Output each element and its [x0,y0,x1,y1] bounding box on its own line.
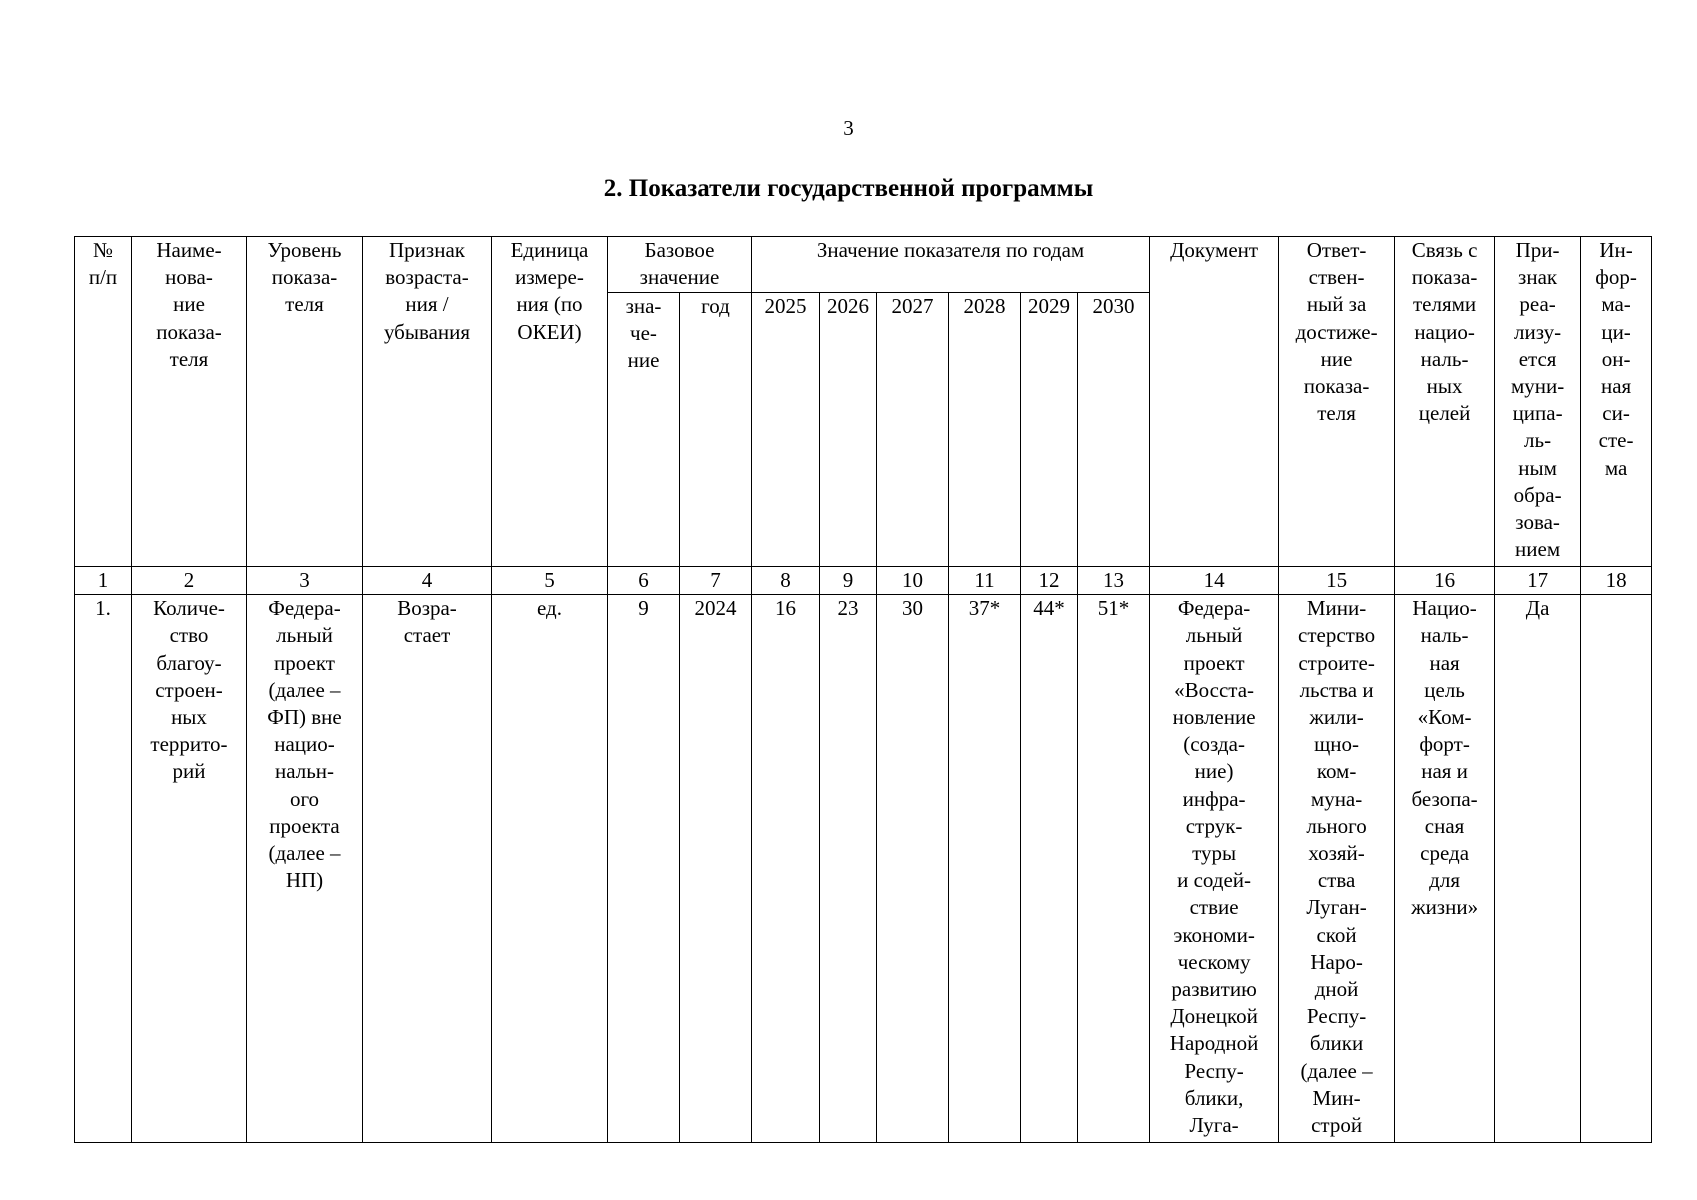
cell-text-line: ципа- [1512,401,1563,426]
cell-text-line: муни- [1510,374,1565,399]
header-municipal [1495,237,1581,567]
cell-text-line: 1. [95,596,111,621]
cell-year-value: 37* [949,595,1021,1143]
cell-text-line: ого [289,786,320,811]
cell-document [1150,595,1279,1143]
cell-text-line: телями [1412,292,1477,317]
cell-text-line: знак [1518,265,1558,290]
cell-text-line: показа- [1411,265,1478,290]
header-year: 2026 [820,293,877,567]
header-unit [492,237,608,567]
column-number: 13 [1078,567,1150,595]
cell-text-line: «Восста- [1174,677,1255,702]
cell-text-line: ния (по [516,292,583,317]
cell-text-line: строй [1311,1113,1363,1138]
header-year: 2028 [949,293,1021,567]
header-base-year [680,293,752,567]
cell-text-line: Ответ- [1306,238,1367,262]
cell-text-line: ствен- [1308,265,1365,290]
cell-text-line: развитию [1171,977,1257,1002]
indicators-table [74,236,1652,1143]
cell-text-line: Количе- [153,596,225,621]
cell-text-line: нием [1515,537,1561,562]
cell-text-line: проекта [269,813,340,838]
cell-text-line: безопа- [1411,786,1478,811]
cell-text-line: ная [1600,374,1632,399]
cell-text-line: проект [274,650,335,675]
cell-text-line: ма [1604,455,1628,480]
cell-text-line: нова- [165,265,213,290]
header-indicator-level [247,237,363,567]
cell-text-line: возраста- [385,265,469,290]
cell-text-line: блики [1309,1031,1364,1056]
cell-text-line: ных [1426,374,1463,399]
column-number-row [75,567,1652,595]
cell-text-line: ФП) вне [267,705,342,730]
cell-text-line: проект [1183,650,1245,675]
cell-text-line: Луга- [1189,1113,1239,1138]
cell-text-line: значение [639,265,720,290]
cell-text-line: нацио- [1414,319,1475,344]
column-number: 1 [75,567,132,595]
cell-text-line: цель [1424,677,1465,702]
cell-text-line: дной [1314,977,1359,1002]
cell-text-line: жили- [1309,705,1364,730]
cell-info-system [1581,595,1652,1143]
cell-text-line: ных [171,705,207,730]
cell-text-line: (далее – [268,677,341,702]
cell-text-line: лизу- [1514,319,1562,344]
column-number: 17 [1495,567,1581,595]
table-row [75,595,1652,1143]
column-number: 16 [1395,567,1495,595]
header-base-value [608,293,680,567]
cell-text-line: туры [1192,841,1237,866]
cell-responsible [1279,595,1395,1143]
cell-text-line: теля [1317,401,1356,426]
cell-text-line: стает [403,623,451,648]
cell-base-year [680,595,752,1143]
cell-text-line: ческому [1177,949,1251,974]
cell-text-line: Базовое [644,238,715,262]
cell-text-line: показа- [271,265,338,290]
cell-text-line: нальн- [274,759,335,784]
cell-year-value: 30 [877,595,949,1143]
cell-text-line: че- [630,321,657,346]
cell-text-line: НП) [285,868,324,893]
cell-text-line: ство [169,623,209,648]
cell-text-line: ная [1429,650,1460,675]
header-info-system [1581,237,1652,567]
cell-municipal [1495,595,1581,1143]
column-number: 4 [363,567,492,595]
cell-text-line: ние [1320,346,1353,371]
cell-text-line: Донецкой [1170,1004,1258,1029]
cell-text-line: ства [1317,868,1356,893]
cell-text-line: 9 [638,596,649,621]
cell-text-line: ма- [1601,292,1631,317]
cell-text-line: «Ком- [1417,705,1472,730]
cell-text-line: экономи- [1173,922,1255,947]
cell-text-line: Связь с [1411,238,1478,262]
cell-text-line: фор- [1595,265,1637,290]
cell-text-line: Федера- [1177,596,1251,621]
cell-year-value: 16 [752,595,820,1143]
cell-text-line: наль- [1420,623,1469,648]
header-document [1150,237,1279,567]
column-number: 11 [949,567,1021,595]
cell-national-link [1395,595,1495,1143]
cell-text-line: новление [1172,705,1256,730]
cell-text-line: зна- [625,294,662,318]
cell-text-line: ци- [1601,319,1631,344]
cell-text-line: ния / [405,292,449,317]
cell-text-line: ствие [1189,895,1239,920]
cell-text-line: ОКЕИ) [517,319,582,344]
cell-num [75,595,132,1143]
cell-text-line: льный [1185,623,1243,648]
cell-text-line: показа- [1303,374,1370,399]
cell-text-line: льный [276,623,333,648]
cell-text-line: ль- [1524,428,1552,453]
cell-text-line: стерство [1298,623,1376,648]
cell-text-line: ный за [1306,292,1367,317]
cell-text-line: убывания [383,319,471,344]
cell-year-value: 44* [1021,595,1078,1143]
header-responsible [1279,237,1395,567]
cell-text-line: льства и [1299,677,1374,702]
cell-text-line: инфра- [1182,786,1246,811]
cell-text-line: реа- [1519,292,1556,317]
cell-text-line: При- [1515,238,1560,262]
cell-text-line: (далее – [1300,1058,1373,1083]
column-number: 2 [132,567,247,595]
column-number: 18 [1581,567,1652,595]
column-number: 12 [1021,567,1078,595]
cell-text-line: достиже- [1295,319,1378,344]
column-number: 8 [752,567,820,595]
column-number: 14 [1150,567,1279,595]
column-number: 7 [680,567,752,595]
cell-text-line: ние [173,292,205,317]
cell-text-line: щно- [1314,732,1360,757]
cell-year-value: 23 [820,595,877,1143]
header-trend [363,237,492,567]
cell-text-line: Наро- [1310,949,1363,974]
cell-text-line: Единица [510,238,589,262]
cell-text-line: благоу- [156,650,222,675]
header-year: 2029 [1021,293,1078,567]
header-year: 2025 [752,293,820,567]
cell-text-line: среда [1420,841,1470,866]
column-number: 9 [820,567,877,595]
column-number: 10 [877,567,949,595]
cell-text-line: форт- [1419,732,1470,757]
cell-text-line: теля [285,292,324,317]
cell-text-line: Документ [1170,238,1259,262]
cell-text-line: целей [1418,401,1471,426]
cell-text-line: Признак [389,238,465,262]
cell-text-line: муна- [1310,786,1363,811]
cell-unit [492,595,608,1143]
cell-text-line: строен- [155,677,223,702]
column-number: 15 [1279,567,1395,595]
cell-text-line: строите- [1298,650,1375,675]
cell-text-line: льного [1306,813,1367,838]
cell-text-line: Мин- [1312,1085,1361,1110]
header-num [75,237,132,567]
cell-text-line: зова- [1515,510,1560,535]
cell-text-line: ная и [1421,759,1468,784]
cell-indicator-name [132,595,247,1143]
cell-text-line: ется [1518,346,1557,371]
cell-text-line: ние [627,348,660,373]
cell-text-line: сная [1424,813,1465,838]
cell-text-line: теля [169,346,209,371]
cell-year-value: 51* [1078,595,1150,1143]
cell-text-line: Мини- [1306,596,1367,621]
cell-text-line: хозяй- [1308,841,1365,866]
cell-text-line: нацио- [274,732,335,757]
header-years-group [752,237,1150,293]
cell-text-line: ным [1518,455,1557,480]
cell-text-line: Респу- [1306,1004,1367,1029]
cell-text-line: рий [172,759,206,784]
cell-text-line: Ин- [1599,238,1633,262]
cell-text-line: Нацио- [1412,596,1477,621]
cell-text-line: ком- [1316,759,1357,784]
header-indicator-name [132,237,247,567]
cell-text-line: Наиме- [156,238,222,262]
cell-text-line: Луган- [1306,895,1367,920]
cell-text-line: наль- [1420,346,1469,371]
cell-trend [363,595,492,1143]
cell-base-value [608,595,680,1143]
header-national-link [1395,237,1495,567]
header-year: 2030 [1078,293,1150,567]
cell-text-line: Федера- [268,596,341,621]
cell-text-line: струк- [1185,813,1243,838]
cell-text-line: измере- [515,265,584,290]
cell-text-line: сте- [1598,428,1634,453]
cell-text-line: Респу- [1184,1058,1244,1083]
cell-text-line: блики, [1184,1085,1244,1110]
cell-text-line: год [701,294,730,318]
header-base-group [608,237,752,293]
cell-text-line: жизни» [1411,895,1479,920]
cell-text-line: Значение показателя по годам [816,238,1085,262]
cell-text-line: и содей- [1177,868,1252,893]
cell-text-line: Возра- [397,596,457,621]
column-number: 6 [608,567,680,595]
cell-text-line: обра- [1513,482,1562,507]
cell-text-line: (далее – [268,841,341,866]
cell-text-line: Уровень [267,238,342,262]
section-title: 2. Показатели государственной программы [603,175,1094,202]
header-year: 2027 [877,293,949,567]
cell-text-line: Да [1525,596,1550,621]
cell-text-line: Народной [1169,1031,1259,1056]
cell-text-line: п/п [88,265,118,290]
cell-text-line: ской [1316,922,1357,947]
cell-indicator-level [247,595,363,1143]
cell-text-line: для [1429,868,1460,893]
cell-text-line: 2024 [694,596,737,621]
column-number: 5 [492,567,608,595]
cell-text-line: он- [1601,346,1631,371]
cell-text-line: показа- [156,319,222,344]
page-number: 3 [843,116,854,140]
cell-text-line: № [92,238,114,262]
cell-text-line: ед. [537,596,562,621]
column-number: 3 [247,567,363,595]
cell-text-line: ние) [1194,759,1234,784]
cell-text-line: си- [1602,401,1630,426]
cell-text-line: террито- [150,732,228,757]
cell-text-line: (созда- [1183,732,1245,757]
